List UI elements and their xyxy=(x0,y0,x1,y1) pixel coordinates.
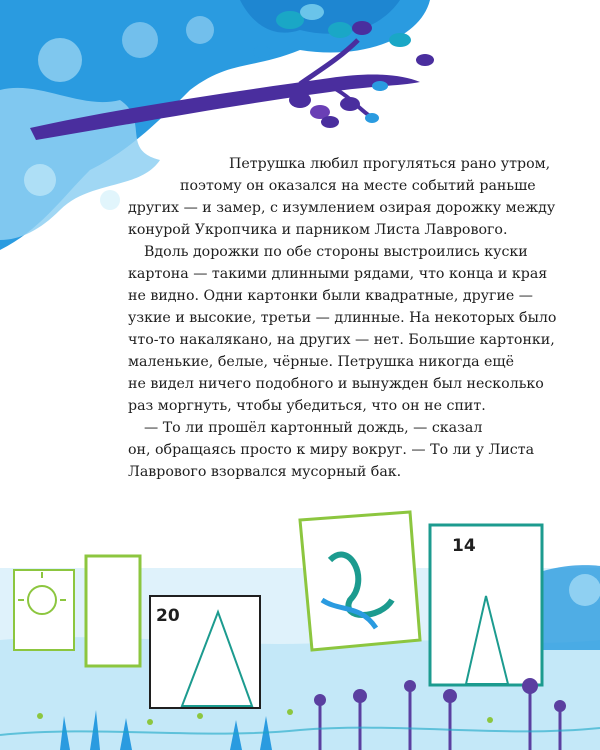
bottom-scene xyxy=(0,512,600,750)
para2-line5: что-то накалякано, на других — нет. Большие картонки, xyxy=(128,332,555,348)
para1-line4: конурой Укропчика и парником Листа Лаврового. xyxy=(128,222,508,238)
para3-line3: Лаврового взорвался мусорный бак. xyxy=(128,464,402,480)
para1-line2: поэтому он оказался на месте событий раньше xyxy=(180,178,536,194)
para3-line2: он, обращаясь просто к миру вокруг. — То ли у Листа xyxy=(128,442,535,458)
para2-line1: Вдоль дорожки по обе стороны выстроились куски xyxy=(144,244,528,260)
para2-line3: не видно. Одни картонки были квадратные, другие — xyxy=(128,288,533,304)
para1-line3: других — и замер, с изумлением озирая дорожку между xyxy=(128,200,556,216)
para1-line1: Петрушка любил прогуляться рано утром, xyxy=(229,156,551,172)
card-number-14: 14 xyxy=(452,536,476,556)
para2-line2: картона — такими длинными рядами, что конца и края xyxy=(128,266,548,282)
para3-line1: — То ли прошёл картонный дождь, — сказал xyxy=(144,420,483,436)
para2-line8: раз моргнуть, чтобы убедиться, что он не спит. xyxy=(128,398,486,414)
card-number-20: 20 xyxy=(156,606,180,626)
para2-line6: маленькие, белые, чёрные. Петрушка никогда ещё xyxy=(128,354,515,370)
para2-line7: не видел ничего подобного и вынужден был несколько xyxy=(128,376,544,392)
para2-line4: узкие и высокие, третьи — длинные. На некоторых было xyxy=(128,310,557,326)
